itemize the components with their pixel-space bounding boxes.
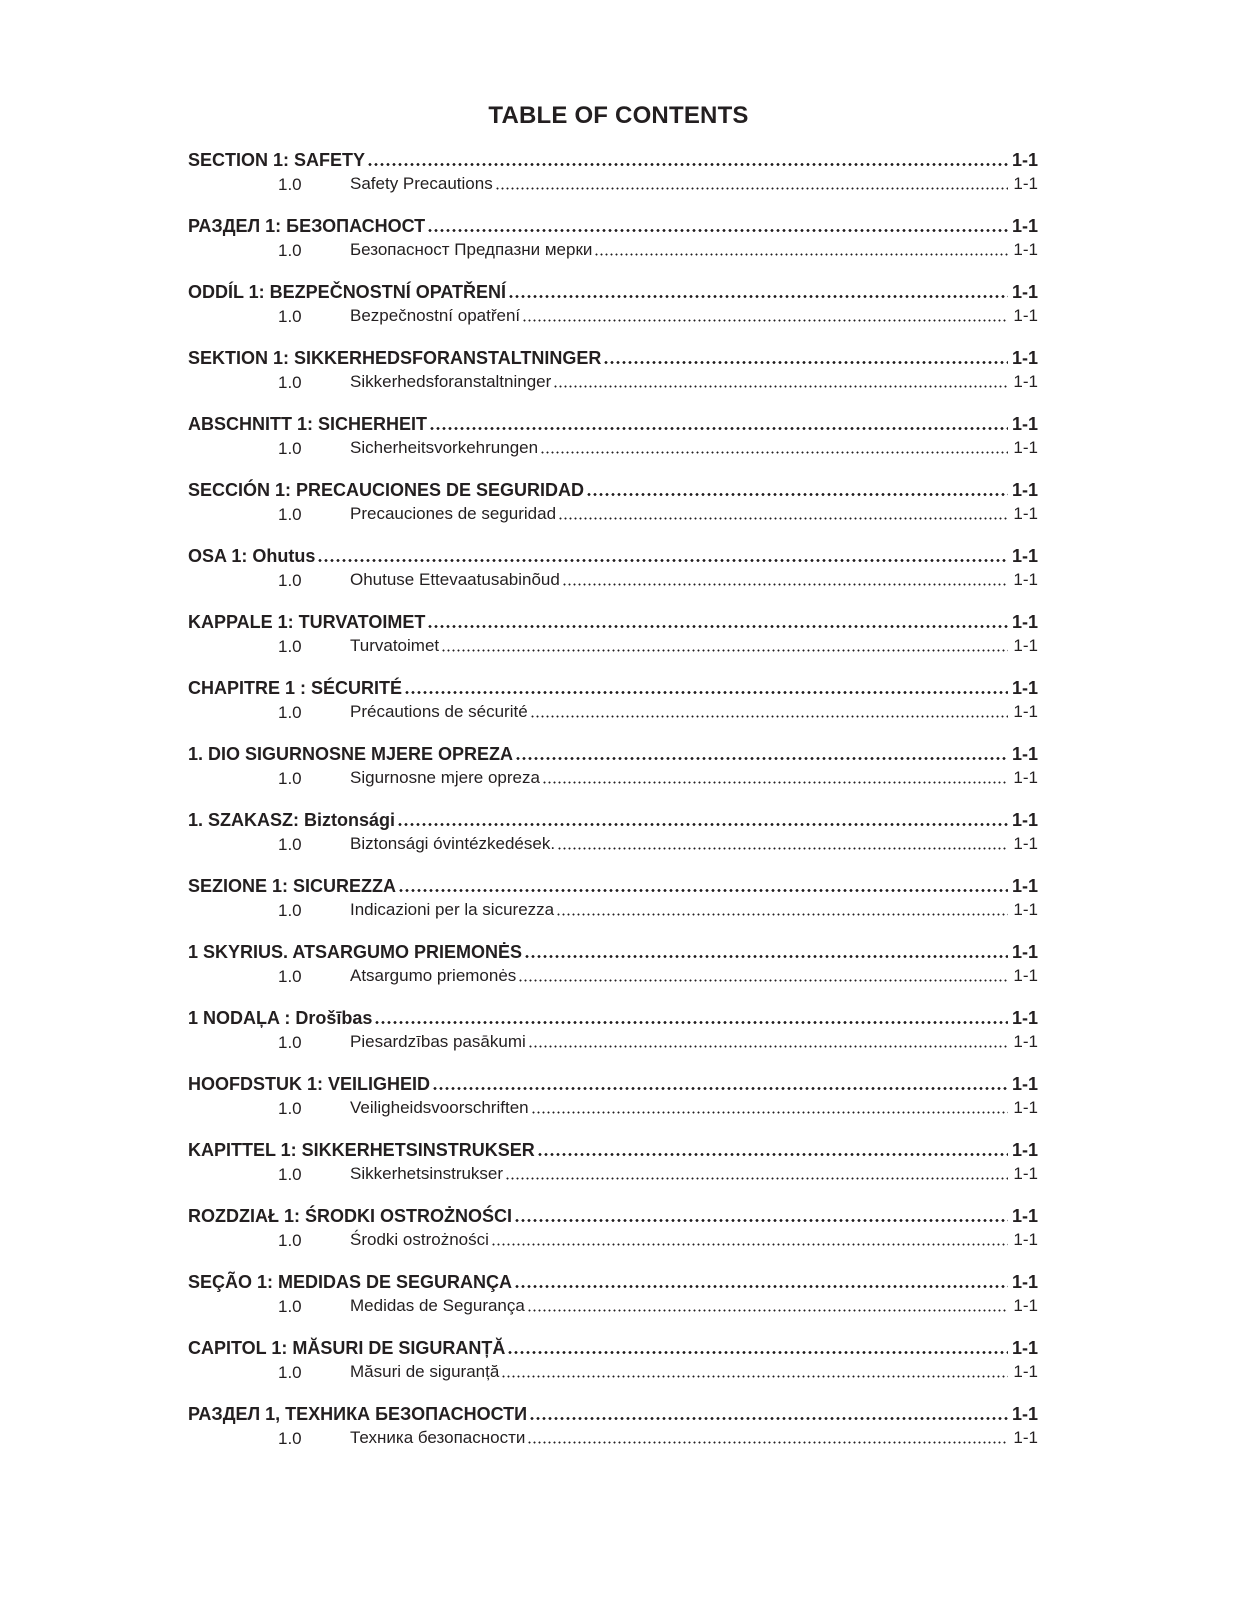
toc-section-group: [188, 1333, 1038, 1399]
toc-subsection-label: Biztonsági óvintézkedések.: [350, 834, 556, 853]
toc-section-page: 1-1: [1011, 612, 1038, 632]
toc-section-heading: РАЗДЕЛ 1, ТЕХНИКА БЕЗОПАСНОСТИ: [188, 1404, 528, 1424]
toc-section-group: [188, 211, 1038, 277]
toc-subsection-page: 1-1: [1013, 1230, 1038, 1249]
toc-section-heading: HOOFDSTUK 1: VEILIGHEID: [188, 1074, 431, 1094]
toc-subsection-number: 1.0: [278, 241, 302, 260]
toc-section-page: 1-1: [1011, 1206, 1038, 1226]
toc-section-group: [188, 541, 1038, 607]
toc-subsection-entry[interactable]: [188, 1029, 1038, 1053]
toc-section-page: 1-1: [1011, 1074, 1038, 1094]
toc-subsection-number: 1.0: [278, 439, 302, 458]
dot-leader: [524, 955, 1008, 958]
toc-section-group: [188, 937, 1038, 1003]
dot-leader: [427, 625, 1008, 628]
toc-section-entry[interactable]: [188, 1201, 1038, 1227]
toc-subsection-label: Sicherheitsvorkehrungen: [350, 438, 539, 457]
toc-subsection-label: Précautions de sécurité: [350, 702, 528, 721]
toc-subsection-page: 1-1: [1013, 1428, 1038, 1447]
toc-section-page: 1-1: [1011, 480, 1038, 500]
dot-leader: [427, 229, 1008, 232]
dot-leader: [495, 187, 1008, 190]
dot-leader: [553, 385, 1008, 388]
toc-subsection-label: Sikkerhedsforanstaltninger: [350, 372, 552, 391]
toc-section-entry[interactable]: [188, 211, 1038, 237]
dot-leader: [374, 1021, 1008, 1024]
dot-leader: [491, 1243, 1008, 1246]
toc-subsection-number: 1.0: [278, 373, 302, 392]
toc-subsection-number: 1.0: [278, 1231, 302, 1250]
dot-leader: [527, 1309, 1008, 1312]
toc-section-group: [188, 145, 1038, 211]
toc-section-heading: 1 NODAĻA : Drošības: [188, 1008, 373, 1028]
toc-section-group: [188, 1069, 1038, 1135]
toc-section-page: 1-1: [1011, 1404, 1038, 1424]
toc-section-page: 1-1: [1011, 216, 1038, 236]
toc-section-heading: ODDÍL 1: BEZPEČNOSTNÍ OPATŘENÍ: [188, 282, 507, 302]
toc-subsection-page: 1-1: [1013, 372, 1038, 391]
toc-section-group: [188, 343, 1038, 409]
toc-section-entry[interactable]: [188, 1135, 1038, 1161]
dot-leader: [531, 1111, 1008, 1114]
toc-section-heading: 1. DIO SIGURNOSNE MJERE OPREZA: [188, 744, 514, 764]
toc-section-entry[interactable]: [188, 1267, 1038, 1293]
toc-subsection-label: Măsuri de siguranță: [350, 1362, 500, 1381]
toc-subsection-entry[interactable]: [188, 435, 1038, 459]
toc-section-heading: KAPITTEL 1: SIKKERHETSINSTRUKSER: [188, 1140, 535, 1160]
toc-subsection-entry[interactable]: [188, 303, 1038, 327]
toc-subsection-entry[interactable]: [188, 699, 1038, 723]
toc-subsection-entry[interactable]: [188, 897, 1038, 921]
toc-section-heading: SECTION 1: SAFETY: [188, 150, 366, 170]
dot-leader: [432, 1087, 1008, 1090]
toc-section-entry[interactable]: [188, 739, 1038, 765]
toc-subsection-label: Turvatoimet: [350, 636, 440, 655]
toc-section-page: 1-1: [1011, 348, 1038, 368]
toc-subsection-number: 1.0: [278, 1297, 302, 1316]
dot-leader: [518, 979, 1008, 982]
toc-section-heading: KAPPALE 1: TURVATOIMET: [188, 612, 426, 632]
toc-subsection-page: 1-1: [1013, 966, 1038, 985]
toc-section-page: 1-1: [1011, 150, 1038, 170]
toc-subsection-page: 1-1: [1013, 306, 1038, 325]
toc-section-heading: SEKTION 1: SIKKERHEDSFORANSTALTNINGER: [188, 348, 602, 368]
toc-subsection-label: Sikkerhetsinstrukser: [350, 1164, 504, 1183]
toc-subsection-page: 1-1: [1013, 1362, 1038, 1381]
toc-section-entry[interactable]: [188, 1399, 1038, 1425]
toc-subsection-number: 1.0: [278, 637, 302, 656]
toc-subsection-page: 1-1: [1013, 768, 1038, 787]
toc-subsection-entry[interactable]: [188, 1161, 1038, 1185]
toc-subsection-page: 1-1: [1013, 1098, 1038, 1117]
dot-leader: [515, 757, 1008, 760]
toc-section-group: [188, 1267, 1038, 1333]
dot-leader: [441, 649, 1008, 652]
toc-section-heading: ABSCHNITT 1: SICHERHEIT: [188, 414, 428, 434]
toc-subsection-entry[interactable]: [188, 1293, 1038, 1317]
toc-subsection-page: 1-1: [1013, 702, 1038, 721]
toc-subsection-entry[interactable]: [188, 567, 1038, 591]
toc-subsection-label: Sigurnosne mjere opreza: [350, 768, 540, 787]
toc-subsection-label: Medidas de Segurança: [350, 1296, 525, 1315]
toc-section-entry[interactable]: [188, 871, 1038, 897]
toc-subsection-number: 1.0: [278, 703, 302, 722]
toc-section-heading: 1 SKYRIUS. ATSARGUMO PRIEMONĖS: [188, 942, 523, 962]
toc-subsection-page: 1-1: [1013, 900, 1038, 919]
toc-subsection-entry[interactable]: [188, 963, 1038, 987]
toc-section-entry[interactable]: [188, 277, 1038, 303]
toc-section-group: [188, 739, 1038, 805]
dot-leader: [397, 823, 1008, 826]
toc-subsection-number: 1.0: [278, 505, 302, 524]
toc-section-group: [188, 277, 1038, 343]
toc-subsection-number: 1.0: [278, 1363, 302, 1382]
toc-subsection-label: Ohutuse Ettevaatusabinõud: [350, 570, 560, 589]
toc-subsection-entry[interactable]: [188, 1359, 1038, 1383]
dot-leader: [556, 913, 1008, 916]
toc-section-group: [188, 607, 1038, 673]
table-of-contents: [188, 145, 1038, 1465]
toc-subsection-page: 1-1: [1013, 1296, 1038, 1315]
dot-leader: [522, 319, 1008, 322]
toc-subsection-label: Техника безопасности: [350, 1428, 526, 1447]
toc-section-group: [188, 1135, 1038, 1201]
toc-subsection-number: 1.0: [278, 967, 302, 986]
toc-section-entry[interactable]: [188, 1333, 1038, 1359]
dot-leader: [594, 253, 1008, 256]
toc-subsection-label: Veiligheidsvoorschriften: [350, 1098, 529, 1117]
toc-subsection-page: 1-1: [1013, 1164, 1038, 1183]
toc-subsection-page: 1-1: [1013, 174, 1038, 193]
toc-subsection-entry[interactable]: [188, 831, 1038, 855]
toc-subsection-number: 1.0: [278, 1165, 302, 1184]
toc-section-page: 1-1: [1011, 546, 1038, 566]
toc-section-group: [188, 673, 1038, 739]
toc-section-page: 1-1: [1011, 810, 1038, 830]
toc-section-page: 1-1: [1011, 1272, 1038, 1292]
toc-section-page: 1-1: [1011, 414, 1038, 434]
dot-leader: [507, 1351, 1008, 1354]
toc-subsection-page: 1-1: [1013, 504, 1038, 523]
dot-leader: [603, 361, 1008, 364]
dot-leader: [514, 1285, 1008, 1288]
toc-section-heading: OSA 1: Ohutus: [188, 546, 316, 566]
toc-section-heading: 1. SZAKASZ: Biztonsági: [188, 810, 396, 830]
toc-subsection-page: 1-1: [1013, 636, 1038, 655]
toc-subsection-label: Piesardzības pasākumi: [350, 1032, 526, 1051]
toc-section-page: 1-1: [1011, 1140, 1038, 1160]
toc-section-entry[interactable]: [188, 409, 1038, 435]
dot-leader: [542, 781, 1008, 784]
toc-section-heading: CAPITOL 1: MĂSURI DE SIGURANȚĂ: [188, 1338, 506, 1358]
toc-subsection-label: Precauciones de seguridad: [350, 504, 557, 523]
toc-subsection-number: 1.0: [278, 835, 302, 854]
dot-leader: [529, 1417, 1008, 1420]
toc-subsection-label: Indicazioni per la sicurezza: [350, 900, 555, 919]
toc-subsection-label: Bezpečnostní opatření: [350, 306, 521, 325]
toc-section-page: 1-1: [1011, 282, 1038, 302]
dot-leader: [558, 517, 1008, 520]
toc-subsection-number: 1.0: [278, 769, 302, 788]
toc-section-entry[interactable]: [188, 937, 1038, 963]
toc-section-heading: SEÇÃO 1: MEDIDAS DE SEGURANÇA: [188, 1272, 513, 1292]
dot-leader: [530, 715, 1008, 718]
toc-section-group: [188, 1201, 1038, 1267]
toc-section-entry[interactable]: [188, 1069, 1038, 1095]
toc-subsection-number: 1.0: [278, 175, 302, 194]
toc-section-group: [188, 475, 1038, 541]
toc-section-page: 1-1: [1011, 744, 1038, 764]
toc-section-page: 1-1: [1011, 678, 1038, 698]
dot-leader: [508, 295, 1008, 298]
toc-section-group: [188, 1399, 1038, 1465]
toc-section-group: [188, 871, 1038, 937]
toc-subsection-number: 1.0: [278, 571, 302, 590]
toc-subsection-entry[interactable]: [188, 1425, 1038, 1449]
toc-subsection-entry[interactable]: [188, 1227, 1038, 1251]
toc-subsection-entry[interactable]: [188, 765, 1038, 789]
dot-leader: [527, 1441, 1008, 1444]
dot-leader: [367, 163, 1008, 166]
toc-subsection-page: 1-1: [1013, 1032, 1038, 1051]
dot-leader: [501, 1375, 1008, 1378]
toc-section-entry[interactable]: [188, 607, 1038, 633]
toc-subsection-entry[interactable]: [188, 633, 1038, 657]
toc-subsection-number: 1.0: [278, 1033, 302, 1052]
dot-leader: [537, 1153, 1008, 1156]
toc-section-entry[interactable]: [188, 145, 1038, 171]
dot-leader: [557, 847, 1008, 850]
dot-leader: [540, 451, 1008, 454]
toc-subsection-label: Safety Precautions: [350, 174, 493, 193]
dot-leader: [505, 1177, 1008, 1180]
dot-leader: [398, 889, 1008, 892]
toc-section-group: [188, 805, 1038, 871]
toc-section-group: [188, 1003, 1038, 1069]
dot-leader: [317, 559, 1008, 562]
toc-section-heading: SEZIONE 1: SICUREZZA: [188, 876, 397, 896]
toc-subsection-number: 1.0: [278, 1429, 302, 1448]
toc-subsection-label: Środki ostrożności: [350, 1230, 489, 1249]
toc-section-page: 1-1: [1011, 876, 1038, 896]
toc-section-page: 1-1: [1011, 1008, 1038, 1028]
toc-section-entry[interactable]: [188, 343, 1038, 369]
toc-section-heading: SECCIÓN 1: PRECAUCIONES DE SEGURIDAD: [188, 480, 585, 500]
toc-subsection-number: 1.0: [278, 307, 302, 326]
toc-section-heading: ROZDZIAŁ 1: ŚRODKI OSTROŻNOŚCI: [188, 1206, 512, 1226]
toc-subsection-page: 1-1: [1013, 570, 1038, 589]
toc-subsection-number: 1.0: [278, 901, 302, 920]
toc-section-page: 1-1: [1011, 942, 1038, 962]
toc-section-entry[interactable]: [188, 1003, 1038, 1029]
toc-subsection-number: 1.0: [278, 1099, 302, 1118]
toc-section-entry[interactable]: [188, 475, 1038, 501]
toc-subsection-entry[interactable]: [188, 369, 1038, 393]
dot-leader: [429, 427, 1008, 430]
toc-section-entry[interactable]: [188, 673, 1038, 699]
page-title: TABLE OF CONTENTS: [488, 102, 749, 129]
toc-section-group: [188, 409, 1038, 475]
toc-section-heading: РАЗДЕЛ 1: БЕЗОПАСНОСТ: [188, 216, 426, 236]
toc-subsection-label: Безопасност Предпазни мерки: [350, 240, 593, 259]
toc-section-entry[interactable]: [188, 805, 1038, 831]
toc-subsection-entry[interactable]: [188, 237, 1038, 261]
toc-subsection-page: 1-1: [1013, 438, 1038, 457]
dot-leader: [514, 1219, 1008, 1222]
toc-subsection-entry[interactable]: [188, 1095, 1038, 1119]
toc-subsection-page: 1-1: [1013, 834, 1038, 853]
toc-section-entry[interactable]: [188, 541, 1038, 567]
dot-leader: [586, 493, 1008, 496]
toc-subsection-label: Atsargumo priemonės: [350, 966, 517, 985]
toc-section-page: 1-1: [1011, 1338, 1038, 1358]
toc-subsection-page: 1-1: [1013, 240, 1038, 259]
toc-subsection-entry[interactable]: [188, 501, 1038, 525]
dot-leader: [404, 691, 1008, 694]
toc-subsection-entry[interactable]: [188, 171, 1038, 195]
dot-leader: [528, 1045, 1008, 1048]
dot-leader: [562, 583, 1008, 586]
toc-section-heading: CHAPITRE 1 : SÉCURITÉ: [188, 678, 403, 698]
